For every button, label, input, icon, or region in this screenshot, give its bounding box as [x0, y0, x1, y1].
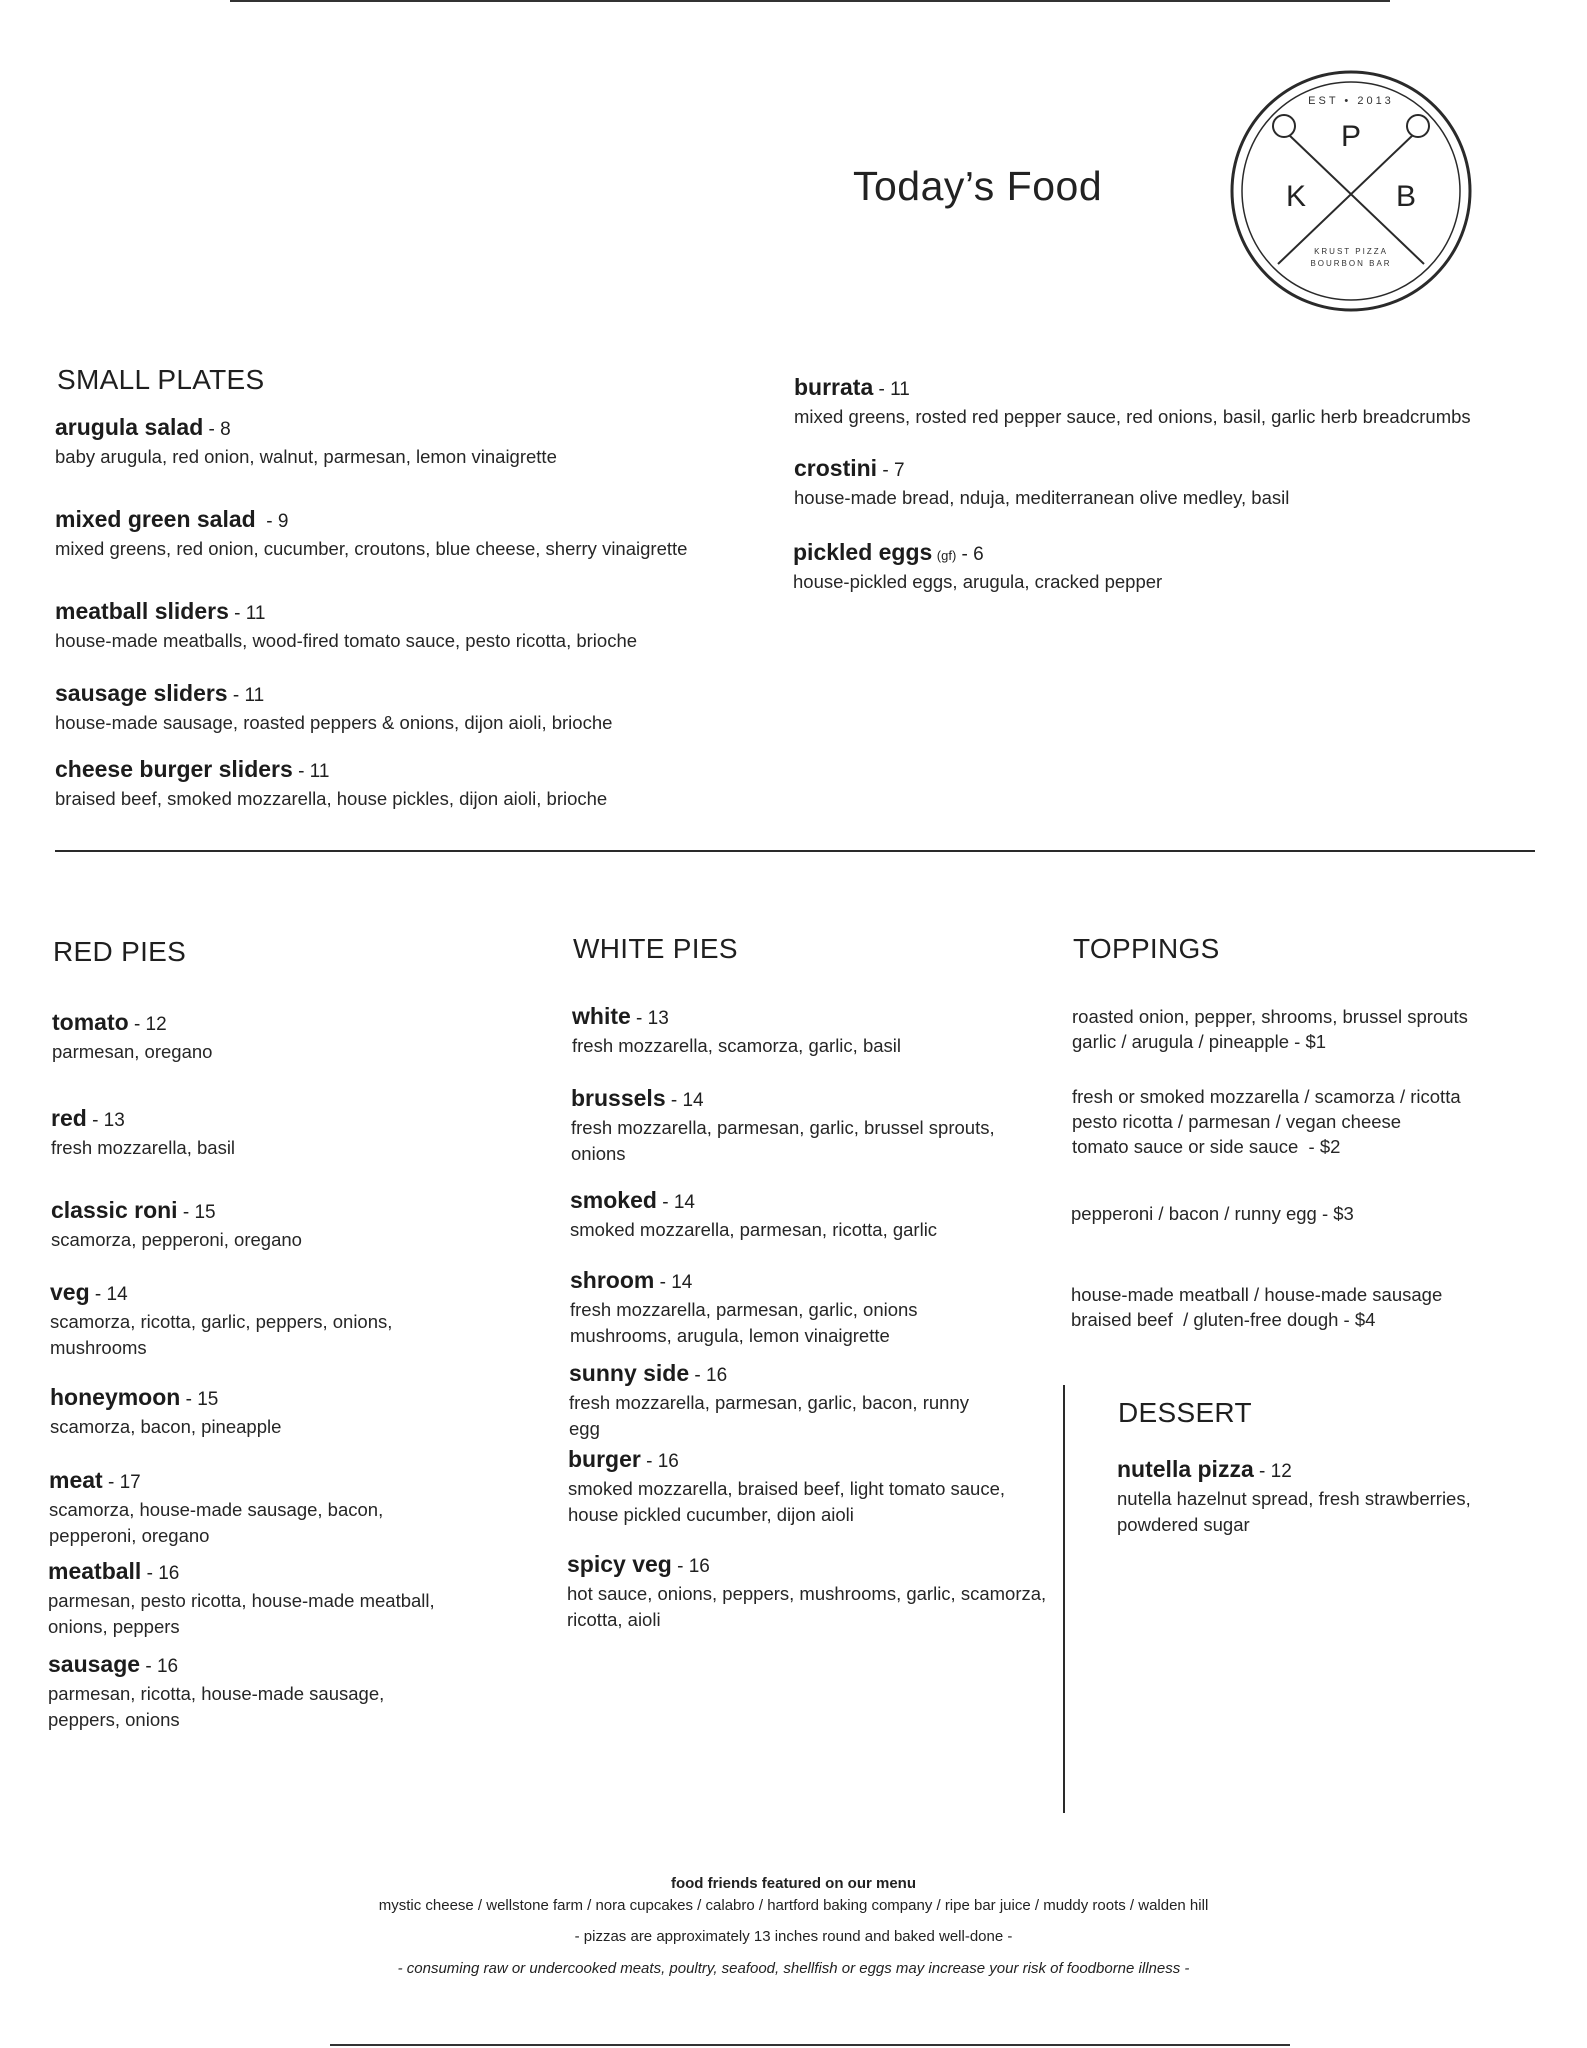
menu-item	[51, 1105, 451, 1161]
item-name: smoked	[570, 1187, 657, 1213]
item-price: - 9	[255, 511, 289, 532]
topping-group	[1071, 1282, 1442, 1332]
topping-line: braised beef / gluten-free dough - $4	[1071, 1309, 1376, 1330]
logo-letter-p: P	[1340, 120, 1362, 153]
item-name: spicy veg	[567, 1551, 672, 1577]
item-name: white	[572, 1003, 631, 1029]
item-description: mixed greens, rosted red pepper sauce, red onions, basil, garlic herb breadcrumbs	[794, 406, 1471, 427]
item-name: sausage sliders	[55, 680, 228, 706]
logo-seal-icon	[1228, 68, 1474, 314]
red-pies-title: RED PIES	[53, 936, 187, 967]
menu-item	[50, 1384, 450, 1440]
item-price: - 6	[956, 544, 984, 565]
menu-item	[572, 1003, 1032, 1059]
item-name: brussels	[571, 1085, 666, 1111]
menu-item	[794, 374, 1554, 430]
logo-letter-k: K	[1285, 180, 1307, 213]
logo-tagline-1: KRUST PIZZA	[1314, 247, 1388, 256]
menu-item	[794, 455, 1554, 511]
item-description: scamorza, pepperoni, oregano	[51, 1229, 302, 1250]
gluten-free-tag: (gf)	[936, 548, 957, 563]
item-price: - 13	[86, 1110, 125, 1131]
item-name: pickled eggs	[793, 539, 933, 565]
menu-item	[48, 1558, 468, 1640]
logo-tagline-2: BOURBON BAR	[1310, 259, 1392, 268]
item-name: honeymoon	[50, 1384, 181, 1410]
item-name: crostini	[794, 455, 878, 481]
item-price: - 14	[665, 1090, 704, 1111]
item-description: mixed greens, red onion, cucumber, croutons, blue cheese, sherry vinaigrette	[55, 538, 688, 559]
menu-item	[571, 1085, 1031, 1167]
item-description: fresh mozzarella, scamorza, garlic, basil	[572, 1035, 901, 1056]
item-description: braised beef, smoked mozzarella, house pickles, dijon aioli, brioche	[55, 788, 608, 809]
item-description: baby arugula, red onion, walnut, parmesan, lemon vinaigrette	[55, 446, 557, 467]
item-name: sausage	[48, 1651, 141, 1677]
section-divider	[55, 850, 1535, 852]
small-plates-title: SMALL PLATES	[57, 364, 265, 395]
item-description: nutella hazelnut spread, fresh strawberries, powdered sugar	[1117, 1488, 1471, 1535]
white-pies-title: WHITE PIES	[573, 933, 738, 964]
toppings-title: TOPPINGS	[1073, 933, 1220, 964]
item-price: - 11	[228, 603, 266, 624]
item-price: - 16	[640, 1451, 679, 1472]
item-description: fresh mozzarella, parmesan, garlic, onions mushrooms, arugula, lemon vinaigrette	[570, 1299, 918, 1346]
item-name: cheese burger sliders	[55, 756, 293, 782]
topping-group	[1072, 1084, 1461, 1159]
item-description: fresh mozzarella, parmesan, garlic, brussel sprouts, onions	[571, 1117, 995, 1164]
item-price: - 7	[877, 460, 905, 481]
topping-line: roasted onion, pepper, shrooms, brussel sprouts	[1072, 1006, 1468, 1027]
item-description: house-made bread, nduja, mediterranean olive medley, basil	[794, 487, 1290, 508]
item-price: - 14	[654, 1272, 693, 1293]
item-description: smoked mozzarella, braised beef, light tomato sauce, house pickled cucumber, dijon aioli	[568, 1478, 1006, 1525]
menu-item	[55, 756, 785, 812]
menu-item	[55, 680, 785, 736]
menu-item	[569, 1360, 989, 1442]
item-name: mixed green salad	[55, 506, 256, 532]
item-description: hot sauce, onions, peppers, mushrooms, garlic, scamorza, ricotta, aioli	[567, 1583, 1047, 1630]
dessert-vertical-rule	[1063, 1385, 1065, 1813]
item-name: meat	[49, 1467, 103, 1493]
item-price: - 14	[89, 1284, 128, 1305]
menu-item	[49, 1467, 449, 1549]
item-name: red	[51, 1105, 87, 1131]
item-description: smoked mozzarella, parmesan, ricotta, garlic	[570, 1219, 938, 1240]
item-name: shroom	[570, 1267, 655, 1293]
topping-group	[1072, 1004, 1468, 1054]
topping-line: tomato sauce or side sauce - $2	[1072, 1136, 1341, 1157]
item-name: meatball sliders	[55, 598, 229, 624]
topping-group	[1071, 1201, 1354, 1226]
menu-item	[567, 1551, 1077, 1633]
menu-item	[568, 1446, 1048, 1528]
item-name: arugula salad	[55, 414, 204, 440]
item-description: scamorza, house-made sausage, bacon, pepperoni, oregano	[49, 1499, 384, 1546]
topping-line: fresh or smoked mozzarella / scamorza / ricotta	[1072, 1086, 1461, 1107]
topping-line: pepperoni / bacon / runny egg - $3	[1071, 1203, 1354, 1224]
item-name: nutella pizza	[1117, 1456, 1254, 1482]
menu-item	[51, 1197, 451, 1253]
food-friends-list: mystic cheese / wellstone farm / nora cupcakes / calabro / hartford baking company / ripe bar juice / muddy roots / walden hill	[378, 1897, 1209, 1914]
item-description: house-made meatballs, wood-fired tomato sauce, pesto ricotta, brioche	[55, 630, 638, 651]
item-price: - 11	[292, 761, 330, 782]
item-description: house-made sausage, roasted peppers & onions, dijon aioli, brioche	[55, 712, 613, 733]
item-price: - 11	[227, 685, 265, 706]
item-name: meatball	[48, 1558, 142, 1584]
item-price: - 16	[141, 1563, 180, 1584]
item-name: sunny side	[569, 1360, 690, 1386]
menu-item	[1117, 1456, 1517, 1538]
item-price: - 17	[102, 1472, 141, 1493]
logo-letter-b: B	[1395, 180, 1417, 213]
item-description: scamorza, bacon, pineapple	[50, 1416, 282, 1437]
page-title: Today’s Food	[853, 163, 1103, 209]
item-name: tomato	[52, 1009, 129, 1035]
item-name: classic roni	[51, 1197, 178, 1223]
topping-line: pesto ricotta / parmesan / vegan cheese	[1072, 1111, 1402, 1132]
item-price: - 16	[140, 1656, 179, 1677]
item-price: - 11	[873, 379, 910, 400]
item-price: - 14	[656, 1192, 695, 1213]
menu-item	[55, 506, 785, 562]
dessert-title: DESSERT	[1118, 1397, 1252, 1428]
food-friends-title: food friends featured on our menu	[670, 1875, 916, 1892]
item-name: burrata	[794, 374, 874, 400]
logo-est-text: EST • 2013	[1308, 95, 1394, 107]
topping-line: garlic / arugula / pineapple - $1	[1072, 1031, 1327, 1052]
item-price: - 13	[630, 1008, 669, 1029]
menu-item	[48, 1651, 448, 1733]
item-description: house-pickled eggs, arugula, cracked pepper	[793, 571, 1163, 592]
item-description: parmesan, ricotta, house-made sausage, peppers, onions	[48, 1683, 385, 1730]
item-price: - 12	[128, 1014, 167, 1035]
item-description: parmesan, oregano	[52, 1041, 213, 1062]
food-safety-warning: - consuming raw or undercooked meats, poultry, seafood, shellfish or eggs may increase your risk of foodborne illness -	[397, 1960, 1190, 1977]
top-edge-rule	[230, 0, 1390, 2]
menu-item	[50, 1279, 450, 1361]
menu-item	[55, 414, 785, 470]
bottom-edge-rule	[330, 2044, 1290, 2046]
item-price: - 15	[180, 1389, 219, 1410]
menu-item	[55, 598, 785, 654]
item-description: parmesan, pesto ricotta, house-made meatball, onions, peppers	[48, 1590, 435, 1637]
pizza-size-note: - pizzas are approximately 13 inches round and baked well-done -	[574, 1928, 1013, 1945]
item-price: - 12	[1253, 1461, 1292, 1482]
menu-item	[52, 1009, 452, 1065]
item-name: burger	[568, 1446, 641, 1472]
menu-item	[570, 1187, 1030, 1243]
topping-line: house-made meatball / house-made sausage	[1071, 1284, 1443, 1305]
menu-item	[793, 539, 1553, 595]
item-price: - 16	[689, 1365, 728, 1386]
item-description: scamorza, ricotta, garlic, peppers, onions, mushrooms	[50, 1311, 393, 1358]
item-description: fresh mozzarella, basil	[51, 1137, 236, 1158]
item-name: veg	[50, 1279, 90, 1305]
menu-item	[570, 1267, 1000, 1349]
item-price: - 15	[177, 1202, 216, 1223]
item-description: fresh mozzarella, parmesan, garlic, bacon, runny egg	[569, 1392, 969, 1439]
item-price: - 16	[671, 1556, 710, 1577]
item-price: - 8	[203, 419, 231, 440]
